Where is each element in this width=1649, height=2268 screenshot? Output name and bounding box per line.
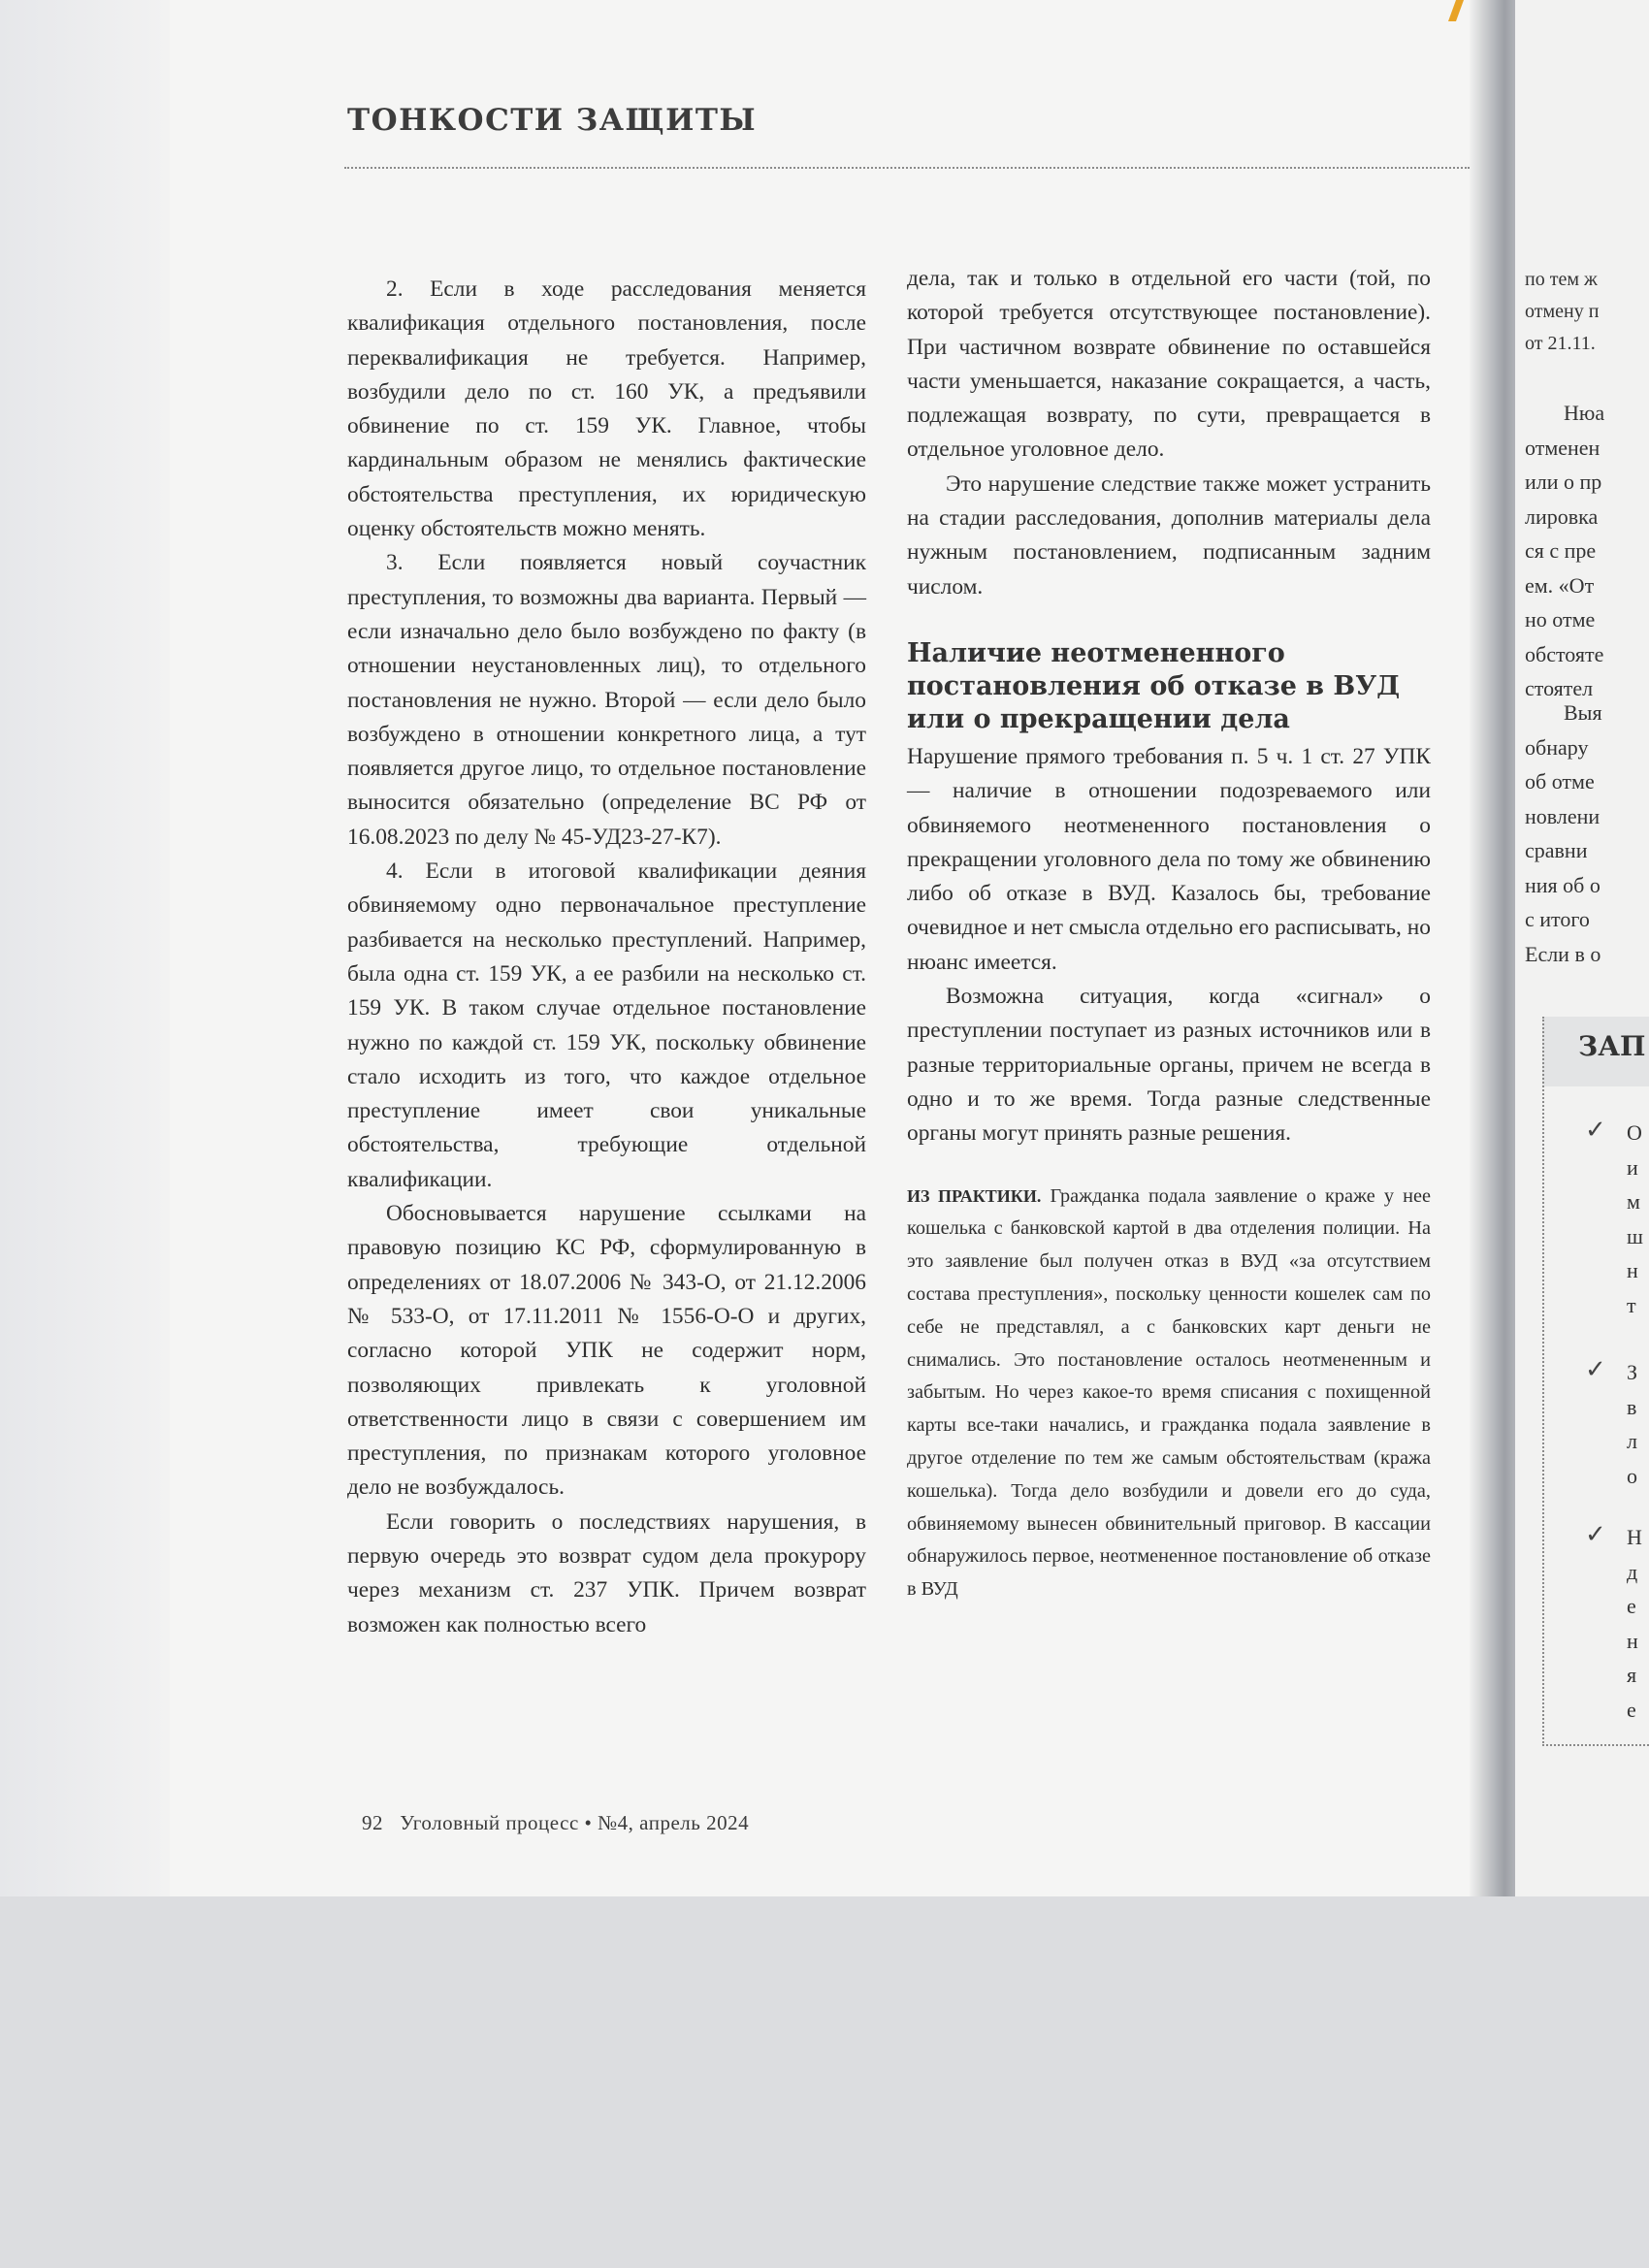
page-number: 92 xyxy=(362,1811,383,1834)
practice-label: ИЗ ПРАКТИКИ. xyxy=(907,1185,1042,1206)
checkmark-icon: ✓ xyxy=(1585,1520,1606,1549)
scanner-bed xyxy=(0,1896,1649,2268)
next-page-lower-text: Выя обнару об отме новлени сравни ния об о с итого Если в о xyxy=(1525,700,1602,966)
page-edge-shadow xyxy=(0,0,170,1896)
paragraph: Возможна ситуация, когда «сигнал» о преступлении поступает из разных источников или в разные территориальные органы, причем не всегда в одно и то же время. Тогда разные следственные органы могут принять разные решения. xyxy=(907,984,1431,1147)
next-page-top-text: по тем ж отмену п от 21.11. xyxy=(1525,269,1600,354)
left-column xyxy=(347,273,866,1642)
paragraph: 4. Если в итоговой квалификации деяния обвиняемому одно первоначальное преступление разбивается на несколько преступлений. Например, была одна ст. 159 УК, а ее разбили на несколько ст. 159 УК. В таком случае отдельное постановление нужно по каждой ст. 159 УК, поскольку обвинение стало исходить из того, что каждое отдельное преступление имеет свои уникальные обстоятельства, требующие отдельной квалификации. xyxy=(347,859,866,1192)
checklist-item: О и м ш н т xyxy=(1627,1120,1643,1317)
checklist-item: З в л о xyxy=(1627,1360,1638,1488)
footer-bullet: • xyxy=(584,1811,593,1834)
page-footer xyxy=(362,1811,749,1835)
sidebar-box-title: ЗАП xyxy=(1578,1030,1646,1062)
practice-text: Гражданка подала заявление о краже у нее кошелька с банковской картой в два отделения полиции. На это заявление был получен отказ в ВУД «за отсутствием состава преступления», поскольку ценности кошелек сам по себе не представлял, а с банковских карт деньги не снимались. Это постановление осталось неотмененным и забытым. Но через какое-то время списания с похищенной карты все-таки начались, и гражданка подала заявление в другое отделение по тем же самым обстоятельствам (кража кошелька). Тогда дело возбудили и довели его до суда, обвиняемому вынесен обвинительный приговор. В кассации обнаружилось первое, неотмененное постановление об отказе в ВУД xyxy=(907,1184,1431,1601)
subheading: Наличие неотмененного постановления об отказе в ВУД или о прекращении дела xyxy=(907,637,1401,734)
paragraph: Обосновывается нарушение ссылками на правовую позицию КС РФ, сформулированную в определениях от 18.07.2006 № 343-О, от 21.12.2006 № 533-О, от 17.11.2011 № 1556-О-О и других, согласно которой УПК не содержит норм, позволяющих привлекать к уголовной ответственности лицо в связи с совершением им преступления, по признакам которого уголовное дело не возбуждалось. xyxy=(347,1201,866,1501)
checkmark-icon: ✓ xyxy=(1585,1116,1606,1145)
header-divider xyxy=(344,167,1470,169)
next-page-middle-text: Нюа отменен или о пр лировка ся с пре ем. «От но отме обстояте стоятел xyxy=(1525,401,1605,700)
paragraph-continuation: дела, так и только в отдельной его части (той, по которой требуется отсутствующее постановление). При частичном возврате обвинение по оставшейся части уменьшается, наказание сокращается, а часть, подлежащая возврату, по сути, превращается в отдельное уголовное дело. xyxy=(907,266,1431,463)
paragraph: 2. Если в ходе расследования меняется квалификация отдельного постановления, после переквалификация не требуется. Например, возбудили дело по ст. 160 УК, а предъявили обвинение по ст. 159 УК. Главное, чтобы кардинальным образом не менялись фактические обстоятельства преступления, их юридическую оценку обстоятельств можно менять. xyxy=(347,276,866,542)
practice-example xyxy=(907,1181,1431,1606)
paragraph: 3. Если появляется новый соучастник преступления, то возможны два варианта. Первый — если изначально дело было возбуждено по факту (в отношении неустановленных лиц), то отдельного постановления не нужно. Второй — если дело было возбуждено в отношении конкретного лица, а тут появляется другое лицо, то отдельное постановление выносится обязательно (определение ВС РФ от 16.08.2023 по делу № 45-УД23-27-К7). xyxy=(347,550,866,850)
paragraph: Нарушение прямого требования п. 5 ч. 1 ст. 27 УПК — наличие в отношении подозреваемого или обвиняемого неотмененного постановления о прекращении уголовного дела по тому же обвинению либо об отказе в ВУД. Казалось бы, требование очевидное и нет смысла отдельно его расписывать, но нюанс имеется. xyxy=(907,743,1431,975)
paragraph: Это нарушение следствие также может устранить на стадии расследования, дополнив материалы дела нужным постановлением, подписанным задним числом. xyxy=(907,470,1431,599)
checklist-item: Н д е н я е xyxy=(1627,1525,1642,1722)
journal-name: Уголовный процесс xyxy=(400,1811,579,1834)
middle-column xyxy=(907,262,1431,1606)
issue-info: №4, апрель 2024 xyxy=(598,1811,750,1834)
paragraph: Если говорить о последствиях нарушения, в первую очередь это возврат судом дела прокурору через механизм ст. 237 УПК. Причем возврат возможен как полностью всего xyxy=(347,1508,866,1637)
checkmark-icon: ✓ xyxy=(1585,1355,1606,1384)
section-title: ТОНКОСТИ ЗАЩИТЫ xyxy=(347,103,758,138)
next-page-fragment xyxy=(1515,0,1649,1896)
